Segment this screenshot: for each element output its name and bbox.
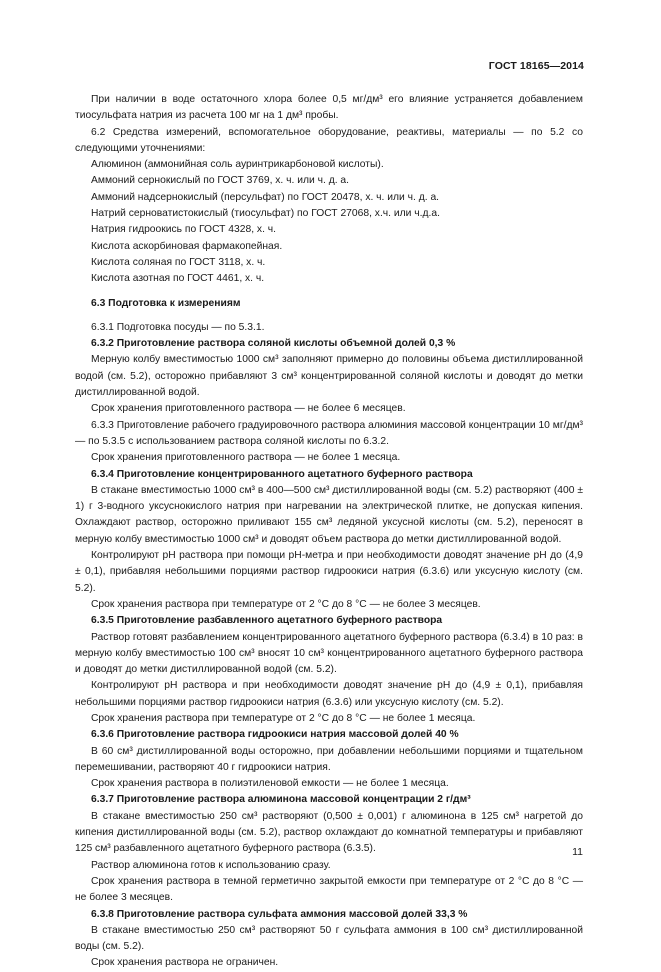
- paragraph: В 60 см³ дистиллированной воды осторожно, при добавлении небольшими порциями и тщательном перемешивании, растворяют 40 г гидроокиси натрия.: [75, 745, 583, 773]
- paragraph: Контролируют pH раствора при помощи pH-метра и при необходимости доводят значение pH до (4,9 ± 0,1), прибавляя небольшими порциями раствор гидроокиси натрия (6.3.6) или уксусную кислоту (см. 5.2).: [75, 550, 583, 594]
- subsection-heading: 6.3.7 Приготовление раствора алюминона массовой концентрации 2 г/дм³: [91, 794, 471, 806]
- paragraph: В стакане вместимостью 250 см³ растворяют 50 г сульфата аммония в 100 см³ дистиллированной воды (см. 5.2).: [75, 924, 583, 953]
- standard-header: ГОСТ 18165—2014: [488, 60, 584, 72]
- paragraph: Срок хранения приготовленного раствора — не более 1 месяца.: [91, 452, 401, 464]
- paragraph: Срок хранения приготовленного раствора — не более 6 месяцев.: [91, 403, 406, 415]
- paragraph: Срок хранения раствора в полиэтиленовой емкости — не более 1 месяца.: [91, 778, 449, 790]
- subsection-heading: 6.3.4 Приготовление концентрированного ацетатного буферного раствора: [91, 468, 473, 480]
- subsection-heading: 6.3.2 Приготовление раствора соляной кислоты объемной долей 0,3 %: [91, 338, 456, 350]
- paragraph: Срок хранения раствора при температуре от 2 °С до 8 °С — не более 1 месяца.: [91, 712, 476, 724]
- paragraph: В стакане вместимостью 1000 см³ в 400—500 см³ дистиллированной воды (см. 5.2) растворяют (400 ± 1) г 3-водного уксуснокислого натрия при нагревании на электрической плитке, не допуская кипения. Охлаждают раствор, осторожно приливают 155 см³ ледяной уксусной кислоты (см. 5.2), переносят в мерную колбу вместимостью 1000 см³ и доводят объем раствора до метки дистиллированной водой.: [75, 484, 583, 545]
- paragraph: В стакане вместимостью 250 см³ растворяют (0,500 ± 0,001) г алюминона в 125 см³ нагретой до кипения дистиллированной воды (см. 5.2), раствор охлаждают до комнатной температуры и прибавляют 125 см³ разбавленного ацетатного буферного раствора (6.3.5).: [75, 810, 583, 855]
- page-number: 11: [572, 846, 583, 858]
- paragraph: Раствор готовят разбавлением концентрированного ацетатного буферного раствора (6.3.4) в 10 раз: в мерную колбу вместимостью 100 см³ вносят 10 см³ концентрированного ацетатного буферного раствора и доводят до метки дистиллированной водой (см. 5.2).: [75, 631, 583, 676]
- paragraph: Срок хранения раствора в темной герметично закрытой емкости при температуре от 2 °С до 8 °С — не более 3 месяцев.: [75, 875, 583, 904]
- subsection-heading: 6.3.6 Приготовление раствора гидроокиси натрия массовой долей 40 %: [91, 729, 459, 741]
- paragraph: 6.3.1 Подготовка посуды — по 5.3.1.: [91, 321, 265, 333]
- reagent-item: Алюминон (аммонийная соль ауринтрикарбоновой кислоты).: [91, 159, 384, 171]
- subsection-heading: 6.3.5 Приготовление разбавленного ацетатного буферного раствора: [91, 615, 443, 627]
- paragraph: 6.3.3 Приготовление рабочего градуировочного раствора алюминия массовой концентрации 10 мг/дм³ — по 5.3.5 с использованием раствора соляной кислоты по 6.3.2.: [75, 419, 583, 447]
- paragraph: Мерную колбу вместимостью 1000 см³ заполняют примерно до половины объема дистиллированной водой (см. 5.2), осторожно прибавляют 3 см³ концентрированной соляной кислоты и доводят до метки дистиллированной водой.: [75, 354, 583, 399]
- paragraph: Срок хранения раствора не ограничен.: [91, 957, 279, 969]
- paragraph: При наличии в воде остаточного хлора более 0,5 мг/дм³ его влияние устраняется добавлением тиосульфата натрия из расчета 100 мг на 1 дм³ пробы.: [75, 94, 583, 122]
- reagent-item: Кислота аскорбиновая фармакопейная.: [91, 240, 283, 252]
- paragraph: 6.2 Средства измерений, вспомогательное оборудование, реактивы, материалы — по 5.2 со следующими уточнениями:: [75, 126, 583, 154]
- subsection-heading: 6.3.8 Приготовление раствора сульфата аммония массовой долей 33,3 %: [91, 908, 468, 920]
- paragraph: Контролируют pH раствора и при необходимости доводят значение pH до (4,9 ± 0,1), прибавляя небольшими порциями раствор гидроокиси натрия (6.3.6) или уксусную кислоту (см. 5.2).: [75, 680, 583, 708]
- paragraph: Раствор алюминона готов к использованию сразу.: [91, 859, 331, 871]
- section-heading: 6.3 Подготовка к измерениям: [91, 297, 241, 309]
- reagent-item: Кислота соляная по ГОСТ 3118, х. ч.: [91, 256, 266, 268]
- reagent-item: Аммоний сернокислый по ГОСТ 3769, х. ч. или ч. д. а.: [91, 175, 350, 187]
- reagent-item: Натрий серноватистокислый (тиосульфат) по ГОСТ 27068, х.ч. или ч.д.а.: [91, 208, 440, 220]
- reagent-item: Натрия гидроокись по ГОСТ 4328, х. ч.: [91, 224, 277, 236]
- reagent-item: Кислота азотная по ГОСТ 4461, х. ч.: [91, 273, 265, 285]
- reagent-item: Аммоний надсернокислый (персульфат) по ГОСТ 20478, х. ч. или ч. д. а.: [91, 191, 440, 203]
- paragraph: Срок хранения раствора при температуре от 2 °С до 8 °С — не более 3 месяцев.: [91, 598, 481, 610]
- document-body: [75, 92, 583, 972]
